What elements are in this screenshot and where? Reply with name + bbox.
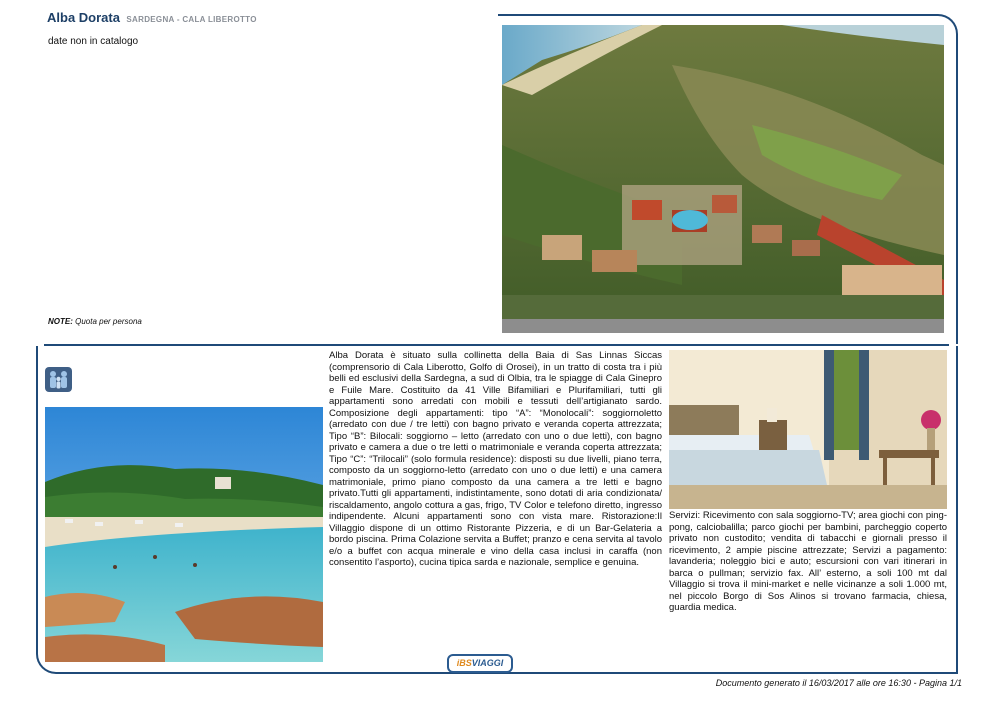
footer-time-prefix: alle ore bbox=[853, 678, 889, 688]
footer-prefix: Documento generato il bbox=[715, 678, 809, 688]
logo-suffix: VIAGGI bbox=[471, 658, 504, 668]
footer-generated bbox=[716, 678, 962, 688]
note-text: Quota per persona bbox=[75, 317, 142, 326]
logo-brand: iBS bbox=[456, 658, 472, 668]
services-text: Servizi: Ricevimento con sala soggiorno-TV; area giochi con ping-pong, calciobalilla; parco giochi per bambini, parcheggio coperto privato non custodito; vendita di tabacchi e giornali presso il ricevimento, 2 ampie piscine attrezzate; Servizi a pagamento: lavanderia; noleggio bici e auto; escursioni con vari itinerari in barca o pullman; servizio fax. All’ esterno, a soli 100 mt dal Villaggio si trova il mini-market e nelle vicinanze a soli 1.000 mt, nel piccolo Borgo di Sos Alinos si trovano farmacia, chiesa, guardia medica. bbox=[669, 510, 947, 613]
family-icon bbox=[45, 367, 72, 392]
bedroom-photo bbox=[669, 350, 947, 509]
ibs-viaggi-logo bbox=[447, 654, 513, 673]
dates-text: date non in catalogo bbox=[48, 36, 139, 47]
footer-date: 16/03/2017 bbox=[808, 678, 854, 688]
description-text: Alba Dorata è situato sulla collinetta della Baia di Sas Linnas Siccas (comprensorio di Cala Liberotto, Golfo di Orosei), in un tratto di costa tra i più belli ed esclusivi della Sardegna, a sud di Olbia, tra le spiagge di Cala Ginepro e Fuile Mare. Costituito da 41 Ville Bifamiliari e Plurifamiliari, tutti gli appartamenti sono arredati con mobili e tessuti dell’artigianato sardo. Composizione degli appartamenti: tipo “A”: “Monolocali”: soggiornoletto (arredato con due / tre letti) con bagno privato e veranda coperta attrezzata; Tipo “B”: Bilocali: soggiorno – letto (arredato con uno o due letti), con bagno privato e camera a due o tre letti o matrimoniale e veranda coperta attrezzata; Tipo “C”: “Trilocali” (solo formula residence): disposti su due livelli, piano terra, composto da un soggiorno-letto (arredato con uno o due letti) e una camera matrimoniale, primo piano composto da una camera a tre letti e bagno privato.Tutti gli appartamenti, indistintamente, sono dotati di aria condizionata/ riscaldamento, angolo cottura a gas, frigo, TV Color e telefono diretto, ingresso indipendente. Alcuni appartamenti sono con vista mare. Ristorazione:Il Villaggio dispone di un ottimo Ristorante Pizzeria, e di un Bar-Gelateria a bordo piscina. Prima Colazione servita a Buffet; pranzo e cena servita al tavolo e/o a buffet con acqua minerale e vino della casa inclusi in caraffa (non consentito l’asporto), cucina tipica sarda e nazionale, semplice e genuina. bbox=[329, 350, 662, 568]
footer-page: 1/1 bbox=[949, 678, 962, 688]
hotel-name: Alba Dorata bbox=[47, 10, 120, 25]
hotel-location: SARDEGNA - CALA LIBEROTTO bbox=[126, 15, 257, 24]
footer-page-prefix: - Pagina bbox=[910, 678, 950, 688]
hotel-title bbox=[47, 9, 257, 27]
note bbox=[48, 317, 142, 326]
beach-photo bbox=[45, 407, 323, 662]
note-label: NOTE: bbox=[48, 317, 73, 326]
footer-time: 16:30 bbox=[888, 678, 911, 688]
aerial-resort-photo bbox=[502, 25, 944, 333]
